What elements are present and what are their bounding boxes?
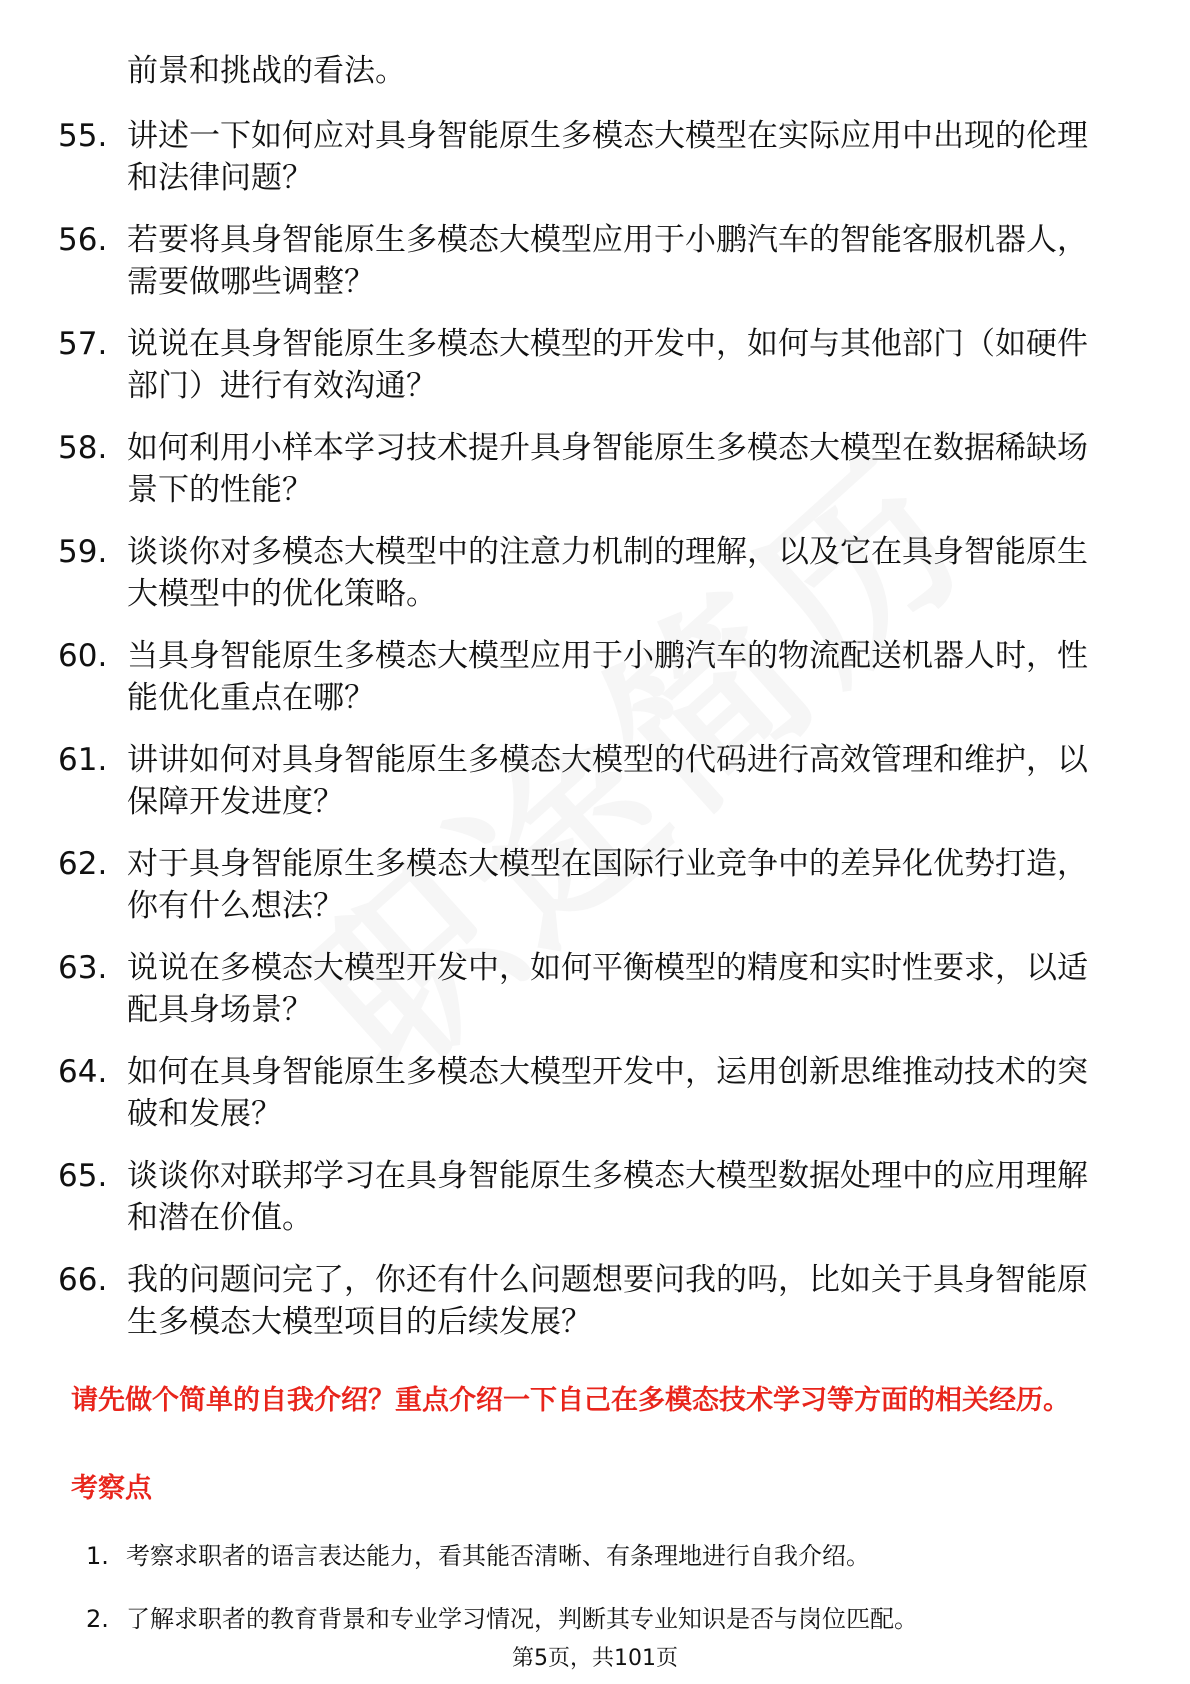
list-item [58, 115, 1118, 199]
question-list [58, 115, 1118, 1363]
question-number: 58. [58, 430, 108, 466]
point-number: 1. [86, 1542, 109, 1570]
point-text: 考察求职者的语言表达能力，看其能否清晰、有条理地进行自我介绍。 [126, 1542, 870, 1570]
question-text: 如何利用小样本学习技术提升具身智能原生多模态大模型在数据稀缺场景下的性能？ [127, 430, 1088, 508]
question-number: 66. [58, 1262, 108, 1298]
list-item [86, 1602, 1116, 1636]
continuation-text: 前景和挑战的看法。 [127, 53, 406, 89]
list-item [58, 219, 1118, 303]
question-text: 我的问题问完了，你还有什么问题想要问我的吗，比如关于具身智能原生多模态大模型项目的后续发展？ [127, 1262, 1088, 1340]
list-item [58, 427, 1118, 511]
assessment-points-label: 考察点 [71, 1473, 152, 1504]
list-item [58, 1259, 1118, 1343]
question-number: 64. [58, 1054, 108, 1090]
point-text: 了解求职者的教育背景和专业学习情况，判断其专业知识是否与岗位匹配。 [126, 1605, 918, 1633]
question-number: 63. [58, 950, 108, 986]
list-item [86, 1539, 1116, 1573]
question-text: 对于具身智能原生多模态大模型在国际行业竞争中的差异化优势打造，你有什么想法？ [127, 846, 1088, 924]
list-item [58, 947, 1118, 1031]
question-text: 谈谈你对联邦学习在具身智能原生多模态大模型数据处理中的应用理解和潜在价值。 [127, 1158, 1088, 1236]
question-text: 说说在具身智能原生多模态大模型的开发中，如何与其他部门（如硬件部门）进行有效沟通？ [127, 326, 1088, 404]
question-text: 当具身智能原生多模态大模型应用于小鹏汽车的物流配送机器人时，性能优化重点在哪？ [127, 638, 1088, 716]
list-item [58, 843, 1118, 927]
question-number: 65. [58, 1158, 108, 1194]
list-item [58, 635, 1118, 719]
question-number: 55. [58, 118, 108, 154]
question-number: 61. [58, 742, 108, 778]
list-item [58, 323, 1118, 407]
list-item [58, 531, 1118, 615]
point-number: 2. [86, 1605, 109, 1633]
question-number: 59. [58, 534, 108, 570]
question-number: 62. [58, 846, 108, 882]
question-text: 谈谈你对多模态大模型中的注意力机制的理解，以及它在具身智能原生大模型中的优化策略。 [127, 534, 1088, 612]
question-text: 讲讲如何对具身智能原生多模态大模型的代码进行高效管理和维护，以保障开发进度？ [127, 742, 1088, 820]
question-number: 56. [58, 222, 108, 258]
page-footer: 第5页，共101页 [512, 1646, 678, 1671]
question-text: 若要将具身智能原生多模态大模型应用于小鹏汽车的智能客服机器人，需要做哪些调整？ [127, 222, 1088, 300]
list-item [58, 739, 1118, 823]
question-number: 57. [58, 326, 108, 362]
question-number: 60. [58, 638, 108, 674]
list-item [58, 1155, 1118, 1239]
highlight-question-heading: 请先做个简单的自我介绍？重点介绍一下自己在多模态技术学习等方面的相关经历。 [71, 1385, 1070, 1416]
question-text: 如何在具身智能原生多模态大模型开发中，运用创新思维推动技术的突破和发展？ [127, 1054, 1088, 1132]
list-item [58, 1051, 1118, 1135]
question-text: 讲述一下如何应对具身智能原生多模态大模型在实际应用中出现的伦理和法律问题？ [127, 118, 1088, 196]
question-text: 说说在多模态大模型开发中，如何平衡模型的精度和实时性要求，以适配具身场景？ [127, 950, 1088, 1028]
